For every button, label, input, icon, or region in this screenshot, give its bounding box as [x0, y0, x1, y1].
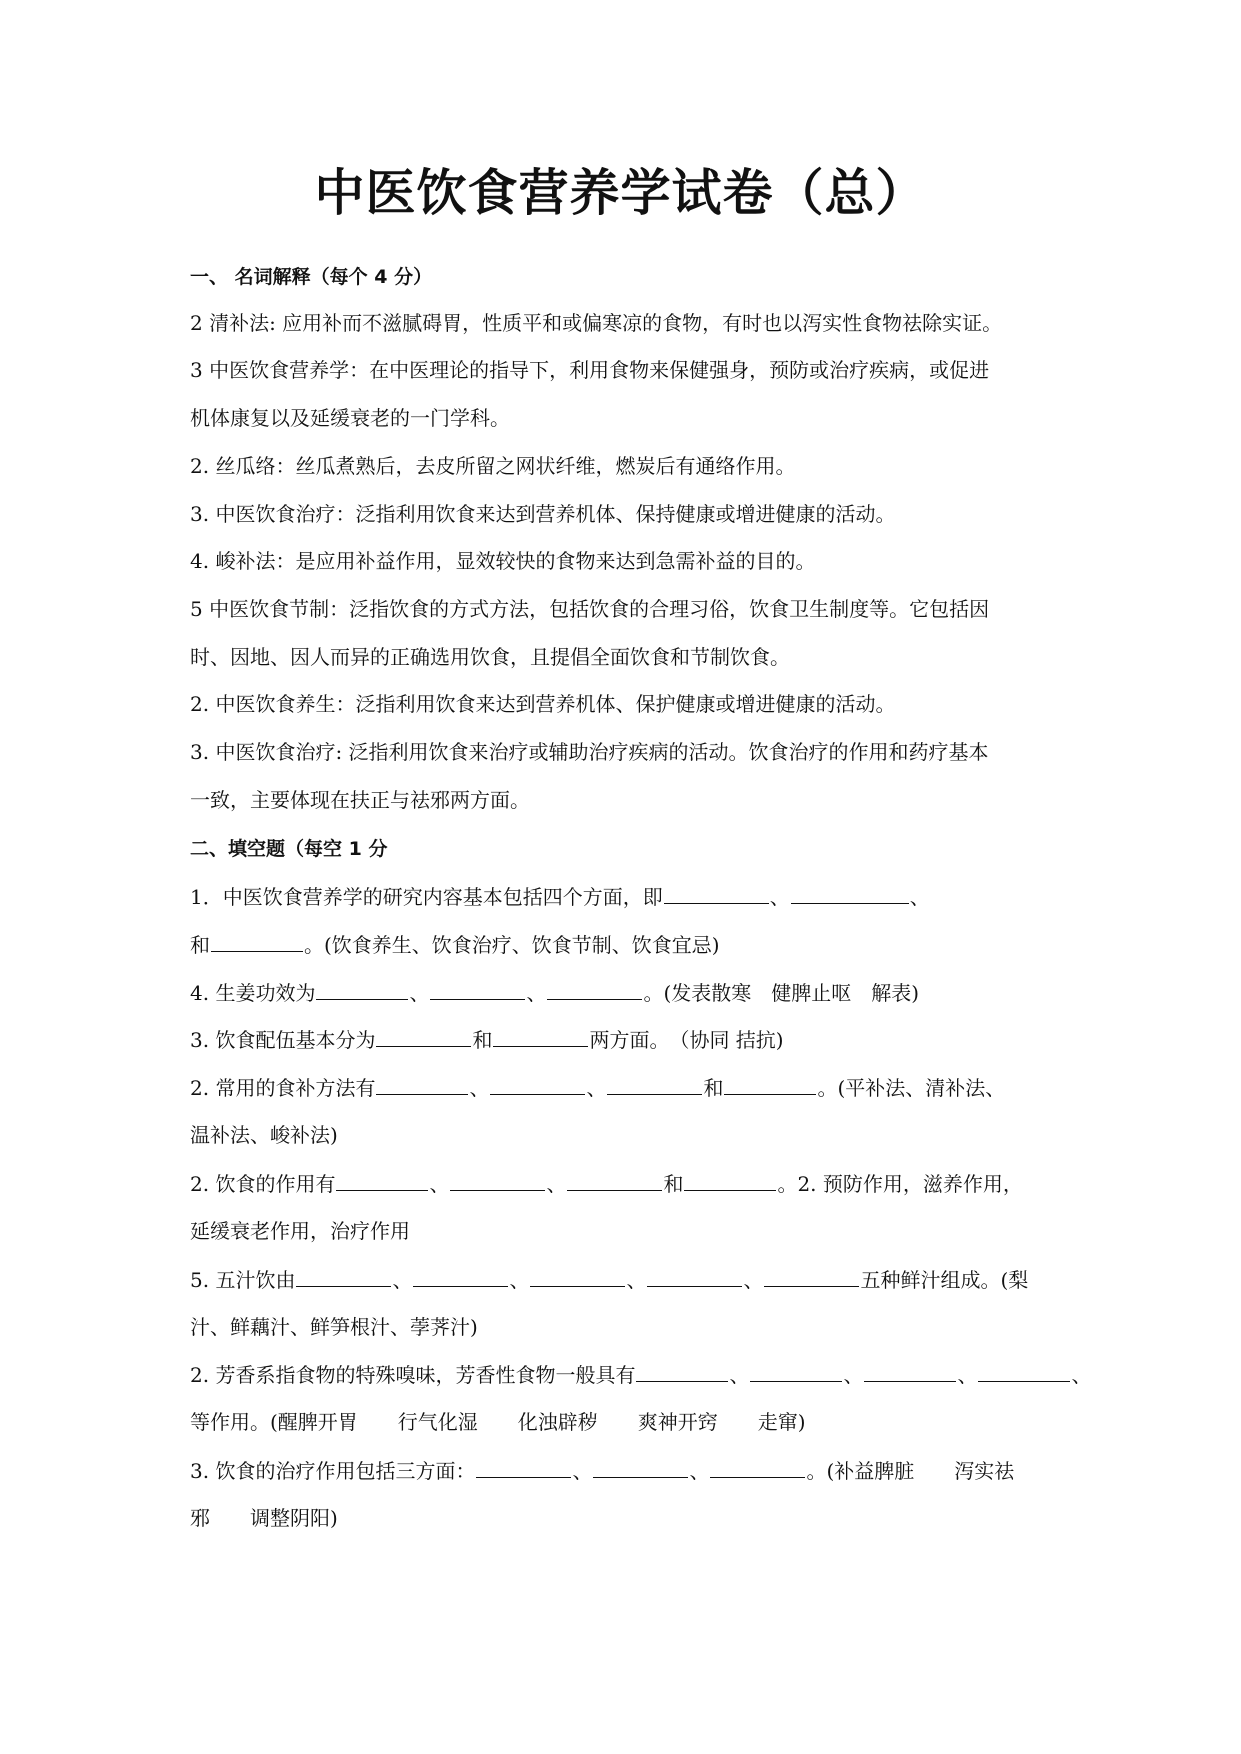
answer-blank[interactable] — [607, 1072, 702, 1095]
answer-blank[interactable] — [684, 1168, 776, 1191]
question-6-cont: 汁、鲜藕汁、鲜笋根汁、荸荠汁) — [190, 1315, 478, 1339]
question-5: 2. 饮食的作用有 、 、 和 。2. 预防作用，滋养作用， — [190, 1168, 1023, 1198]
answer-blank[interactable] — [710, 1455, 805, 1478]
answer-blank[interactable] — [647, 1264, 742, 1287]
question-3: 3. 饮食配伍基本分为 和 两方面。 （协同 拮抗) — [190, 1024, 784, 1054]
question-4-cont: 温补法、峻补法) — [190, 1123, 338, 1147]
section1-line: 4. 峻补法：是应用补益作用，显效较快的食物来达到急需补益的目的。 — [190, 549, 816, 573]
answer-blank[interactable] — [413, 1264, 508, 1287]
section1-line: 2. 中医饮食养生：泛指利用饮食来达到营养机体、保护健康或增进健康的活动。 — [190, 692, 896, 716]
question-4: 2. 常用的食补方法有 、 、 和 。(平补法、清补法、 — [190, 1072, 1005, 1102]
question-5-cont: 延缓衰老作用，治疗作用 — [190, 1219, 410, 1243]
section1-line: 5 中医饮食节制：泛指饮食的方式方法，包括饮食的合理习俗，饮食卫生制度等。它包括因 — [190, 597, 990, 621]
answer-blank[interactable] — [296, 1264, 391, 1287]
answer-blank[interactable] — [593, 1455, 688, 1478]
answer-blank[interactable] — [530, 1264, 625, 1287]
answer-blank[interactable] — [490, 1072, 585, 1095]
section1-line: 3 中医饮食营养学：在中医理论的指导下，利用食物来保健强身，预防或治疗疾病，或促进 — [190, 358, 990, 382]
question-1-cont: 和 。(饮食养生、饮食治疗、饮食节制、饮食宜忌) — [190, 929, 720, 959]
answer-blank[interactable] — [547, 977, 642, 1000]
answer-blank[interactable] — [450, 1168, 545, 1191]
answer-blank[interactable] — [376, 1024, 471, 1047]
answer-blank[interactable] — [430, 977, 525, 1000]
answer-blank[interactable] — [978, 1359, 1070, 1382]
answer-blank[interactable] — [476, 1455, 571, 1478]
answer-blank[interactable] — [567, 1168, 662, 1191]
answer-blank[interactable] — [376, 1072, 468, 1095]
section1-line: 一致，主要体现在扶正与祛邪两方面。 — [190, 788, 530, 812]
page-title: 中医饮食营养学试卷（总） — [314, 164, 927, 222]
section1-heading: 一、 名词解释（每个 4 分） — [190, 266, 433, 288]
answer-blank[interactable] — [764, 1264, 859, 1287]
answer-blank[interactable] — [636, 1359, 728, 1382]
answer-blank[interactable] — [493, 1024, 588, 1047]
question-1: 1．中医饮食营养学的研究内容基本包括四个方面，即 、 、 — [190, 881, 930, 911]
answer-blank[interactable] — [336, 1168, 428, 1191]
section1-line: 2. 丝瓜络：丝瓜煮熟后，去皮所留之网状纤维，燃炭后有通络作用。 — [190, 454, 796, 478]
section1-line: 3. 中医饮食治疗: 泛指利用饮食来治疗或辅助治疗疾病的活动。饮食治疗的作用和药疗基本 — [190, 740, 989, 764]
section1-line: 2 清补法: 应用补而不滋腻碍胃，性质平和或偏寒凉的食物，有时也以泻实性食物祛除实证。 — [190, 311, 1003, 335]
section2-heading: 二、填空题（每空 1 分 — [190, 838, 388, 860]
question-2: 4. 生姜功效为 、 、 。(发表散寒 健脾止呕 解表) — [190, 977, 919, 1007]
question-8-cont: 邪 调整阴阳) — [190, 1506, 338, 1530]
answer-blank[interactable] — [211, 929, 303, 952]
question-7: 2. 芳香系指食物的特殊嗅味，芳香性食物一般具有 、 、 、 、 — [190, 1359, 1091, 1389]
section1-line: 机体康复以及延缓衰老的一门学科。 — [190, 406, 510, 430]
answer-blank[interactable] — [664, 881, 769, 904]
answer-blank[interactable] — [864, 1359, 956, 1382]
answer-blank[interactable] — [316, 977, 408, 1000]
answer-blank[interactable] — [750, 1359, 842, 1382]
question-8: 3. 饮食的治疗作用包括三方面： 、 、 。(补益脾脏 泻实祛 — [190, 1455, 1014, 1485]
question-7-cont: 等作用。(醒脾开胃 行气化湿 化浊辟秽 爽神开窍 走窜) — [190, 1410, 806, 1434]
question-6: 5. 五汁饮由 、 、 、 、 五种鲜汁组成。(梨 — [190, 1264, 1028, 1294]
section1-line: 3. 中医饮食治疗：泛指利用饮食来达到营养机体、保持健康或增进健康的活动。 — [190, 502, 896, 526]
answer-blank[interactable] — [791, 881, 909, 904]
section1-line: 时、因地、因人而异的正确选用饮食，且提倡全面饮食和节制饮食。 — [190, 645, 790, 669]
answer-blank[interactable] — [724, 1072, 816, 1095]
